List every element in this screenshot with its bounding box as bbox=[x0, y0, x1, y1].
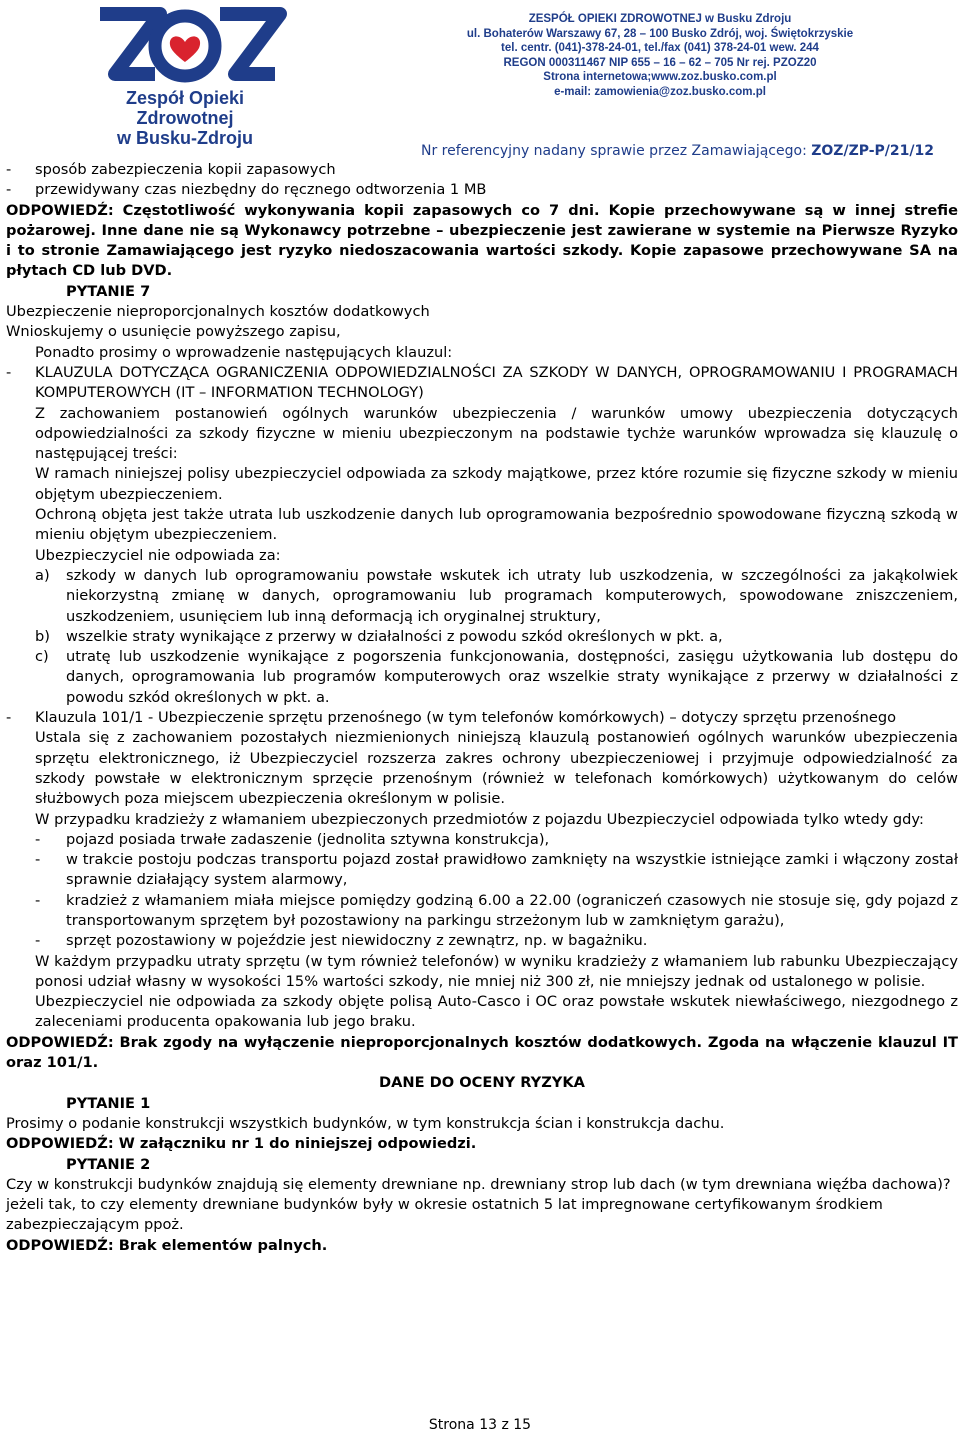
list-item-c: c) utratę lub uszkodzenie wynikające z pogorszenia funkcjonowania, dostępności, zasięgu użytkowania lub dostępu do danych, oprogramowania lub programów komputerowych oraz wszelkie straty wynikające z przerwy w działalności z powodu szkód określonych w pkt. a. bbox=[35, 648, 958, 706]
list-item: - sposób zabezpieczenia kopii zapasowych bbox=[6, 161, 336, 178]
clause-it-paragraph: Ochroną objęta jest także utrata lub uszkodzenie danych lub oprogramowania bezpośrednio spowodowane fizyczną szkodą w mieniu objętym ubezpieczeniem. bbox=[35, 506, 958, 544]
logo-caption-line2: w Busku-Zdroju bbox=[117, 128, 253, 148]
risk-question-1-title: PYTANIE 1 bbox=[66, 1094, 151, 1112]
q7-line-3: Ponadto prosimy o wprowadzenie następujących klauzul: bbox=[35, 343, 453, 361]
list-item: - przewidywany czas niezbędny do ręcznego odtworzenia 1 MB bbox=[6, 181, 487, 199]
logo-caption-line1: Zespół Opieki Zdrowotnej bbox=[125, 88, 245, 128]
list-item: - pojazd posiada trwałe zadaszenie (jednolita sztywna konstrukcja), bbox=[35, 830, 550, 848]
clause-it-paragraph: Ubezpieczyciel nie odpowiada za: bbox=[35, 546, 281, 564]
list-item: - kradzież z włamaniem miała miejsce pomiędzy godziną 6.00 a 22.00 (ograniczeń czasowych nie stosuje się, gdy pojazd z transportowanym sprzętem był pozostawiony na parkingu strzeżonym lub w zamkniętym garażu), bbox=[35, 891, 958, 929]
risk-question-2-title: PYTANIE 2 bbox=[66, 1155, 151, 1173]
organization-info bbox=[395, 12, 925, 99]
clause-it-paragraph: W ramach niniejszej polisy ubezpieczyciel odpowiada za szkody majątkowe, przez które rozumie się fizyczne szkody w mieniu objętym ubezpieczeniem. bbox=[35, 465, 958, 503]
answer-question-7: ODPOWIEDŹ: Brak zgody na wyłączenie nieproporcjonalnych kosztów dodatkowych. Zgoda na włączenie klauzul IT oraz 101/1. bbox=[6, 1033, 958, 1072]
org-name: ZESPÓŁ OPIEKI ZDROWOTNEJ w Busku Zdroju bbox=[528, 13, 792, 25]
q7-line-1: Ubezpieczenie nieproporcjonalnych kosztów dodatkowych bbox=[6, 303, 430, 321]
list-item-b: b) wszelkie straty wynikające z przerwy w działalności z powodu szkód określonych w pkt. a, bbox=[35, 627, 723, 645]
list-item: - sprzęt pozostawiony w pojeździe jest niewidoczny z zewnątrz, np. w bagażniku. bbox=[35, 932, 648, 950]
reference-number bbox=[421, 143, 934, 159]
clause-it-title: - KLAUZULA DOTYCZĄCA OGRANICZENIA ODPOWIEDZIALNOŚCI ZA SZKODY W DANYCH, OPROGRAMOWANIU I PROGRAMACH KOMPUTEROWYCH (IT – INFORMATION TECHNOLOGY) bbox=[6, 363, 958, 402]
risk-question-2-answer: ODPOWIEDŹ: Brak elementów palnych. bbox=[6, 1236, 328, 1254]
org-address: ul. Bohaterów Warszawy 67, 28 – 100 Busko Zdrój, woj. Świętokrzyskie bbox=[466, 27, 854, 40]
clause-it-paragraph: Z zachowaniem postanowień ogólnych warunków ubezpieczenia / warunków umowy ubezpieczenia dotyczących odpowiedzialności za szkody fizyczne w mieniu ubezpieczonym na podstawie tychże warunków wprowadza się klauzulę o następującej treści: bbox=[35, 404, 958, 463]
clause-101-paragraph: Ustala się z zachowaniem pozostałych niezmienionych niniejszą klauzulą postanowień ogólnych warunków ubezpieczenia sprzętu elektronicznego, iż Ubezpieczyciel rozszerza zakres ochrony ubezpieczeniowej i przyjmuje odpowiedzialność za szkody powstałe w elektronicznym sprzęcie przenośnym (również w telefonach komórkowych) użytkowanym do celów służbowych poza miejscem ubezpieczenia określonym w polisie. bbox=[35, 729, 958, 808]
risk-question-2-text: jeżeli tak, to czy elementy drewniane budynków były w okresie ostatnich 5 lat impregnowane certyfikowanym środkiem zabezpieczającym ppoż. bbox=[6, 1196, 883, 1234]
answer-backup: ODPOWIEDŹ: Częstotliwość wykonywania kopii zapasowych co 7 dni. Kopie przechowywane są w innej strefie pożarowej. Inne dane nie są Wykonawcy potrzebne – ubezpieczenie jest zawierane w systemie na Pierwsze Ryzyko i to stronie Zamawiającego jest ryzyko niedoszacowania wartości szkody. Kopie zapasowe przechowywane SA na płytach CD lub DVD. bbox=[6, 201, 958, 280]
clause-101-title: - Klauzula 101/1 - Ubezpieczenie sprzętu przenośnego (w tym telefonów komórkowych) – dotyczy sprzętu przenośnego bbox=[6, 709, 897, 727]
org-email: e-mail: zamowienia@zoz.busko.com.pl bbox=[554, 85, 766, 98]
list-item-a: a) szkody w danych lub oprogramowaniu powstałe wskutek ich utraty lub uszkodzenia, w szczególności za jakąkolwiek niekorzystną zmianę w danych, oprogramowaniu lub programach komputerowych, spowodowane zniszczeniem, uszkodzeniem, usunięciem lub inną deformacją ich oryginalnej struktury, bbox=[35, 566, 958, 625]
org-regon: REGON 000311467 NIP 655 – 16 – 62 – 705 Nr rej. PZOZ20 bbox=[503, 56, 817, 69]
q7-line-2: Wnioskujemy o usunięcie powyższego zapisu, bbox=[6, 323, 341, 341]
risk-question-1-text: Prosimy o podanie konstrukcji wszystkich budynków, w tym konstrukcja ścian i konstrukcja dachu. bbox=[6, 1114, 725, 1132]
list-item: - w trakcie postoju podczas transportu pojazd został prawidłowo zamknięty na wszystkie istniejące zamki i włączony został sprawnie działający system alarmowy, bbox=[35, 851, 958, 889]
document-body bbox=[6, 160, 958, 1256]
reference-label: Nr referencyjny nadany sprawie przez Zamawiającego: bbox=[420, 143, 807, 159]
clause-101-paragraph: W każdym przypadku utraty sprzętu (w tym również telefonów) w wyniku kradzieży z włamaniem lub rabunku Ubezpieczający ponosi udział własny w wysokości 15% wartości szkody, nie mniej niż 300 zł, nie mniejszy jednak od ustalonego w polisie. bbox=[35, 952, 958, 990]
letterhead bbox=[0, 0, 960, 148]
clause-101-paragraph: Ubezpieczyciel nie odpowiada za szkody objęte polisą Auto-Casco i OC oraz powstałe wskutek niewłaściwego, niezgodnego z zaleceniami producenta opakowania lub jego braku. bbox=[35, 993, 958, 1031]
risk-question-2-text: Czy w konstrukcji budynków znajdują się elementy drewniane np. drewniany strop lub dach (w tym drewniana więźba dachowa)? bbox=[6, 1175, 951, 1193]
org-phone: tel. centr. (041)-378-24-01, tel./fax (041) 378-24-01 wew. 244 bbox=[501, 42, 819, 54]
risk-question-1-answer: ODPOWIEDŹ: W załączniku nr 1 do niniejszej odpowiedzi. bbox=[6, 1135, 477, 1153]
reference-code: ZOZ/ZP-P/21/12 bbox=[811, 143, 934, 159]
org-website: Strona internetowa;www.zoz.busko.com.pl bbox=[543, 71, 777, 83]
logo-caption bbox=[80, 88, 290, 148]
section-heading-risk: DANE DO OCENY RYZYKA bbox=[379, 1074, 585, 1092]
page-number: Strona 13 z 15 bbox=[428, 1417, 532, 1433]
question-7-title: PYTANIE 7 bbox=[66, 282, 151, 300]
clause-101-paragraph: W przypadku kradzieży z włamaniem ubezpieczonych przedmiotów z pojazdu Ubezpieczyciel odpowiada tylko wtedy gdy: bbox=[35, 810, 924, 828]
